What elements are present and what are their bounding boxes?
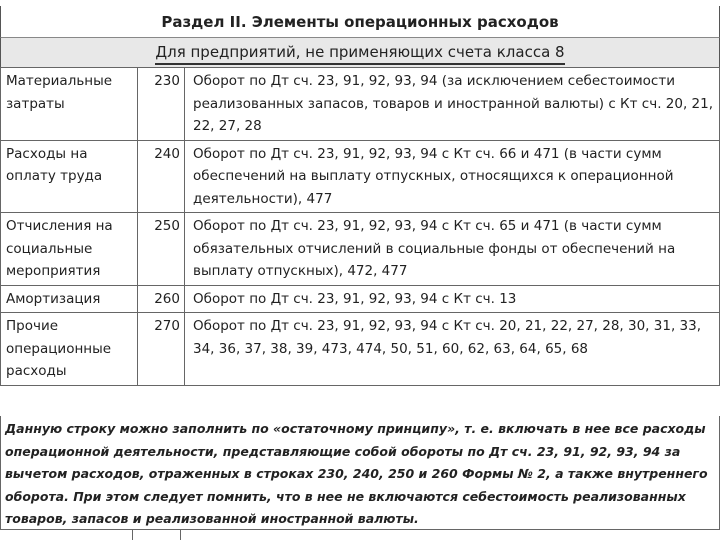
section-title: Раздел II. Элементы операционных расходов — [0, 6, 720, 38]
table-row — [1, 140, 720, 213]
row-code: 260 — [138, 285, 185, 313]
column-divider — [180, 530, 181, 540]
row-description: Оборот по Дт сч. 23, 91, 92, 93, 94 с Кт сч. 13 — [185, 285, 720, 313]
subtitle: Для предприятий, не применяющих счета класса 8 — [155, 41, 564, 65]
row-code: 240 — [138, 140, 185, 213]
table-row — [1, 313, 720, 386]
expenses-table — [0, 67, 720, 386]
table-row — [1, 68, 720, 141]
column-divider — [132, 530, 133, 540]
row-description: Оборот по Дт сч. 23, 91, 92, 93, 94 (за исключением себестоимости реализованных запасов, товаров и иностранной валюты) с Кт сч. 20, 21, 22, 27, 28 — [185, 68, 720, 141]
row-name: Отчисления на социальные мероприятия — [1, 213, 138, 286]
row-description: Оборот по Дт сч. 23, 91, 92, 93, 94 с Кт сч. 20, 21, 22, 27, 28, 30, 31, 33, 34, 36, 37, 38, 39, 473, 474, 50, 51, 60, 62, 63, 64, 65, 68 — [185, 313, 720, 386]
row-name: Расходы на оплату труда — [1, 140, 138, 213]
row-name: Прочие операционные расходы — [1, 313, 138, 386]
cropped-next-row — [0, 530, 720, 540]
row-code: 230 — [138, 68, 185, 141]
top-margin — [0, 0, 720, 4]
table-row — [1, 285, 720, 313]
note-paragraph: Данную строку можно заполнить по «остаточному принципу», т. е. включать в нее все расходы операционной деятельности, представляющие собой обороты по Дт сч. 23, 91, 92, 93, 94 за вычетом расходов, отраженных в строках 230, 240, 250 и 260 Формы № 2, а также внутреннего оборота. При этом следует помнить, что в нее не включаются себестоимость реализованных товаров, запасов и реализованной иностранной валюты. — [0, 416, 720, 530]
row-code: 250 — [138, 213, 185, 286]
table-row — [1, 213, 720, 286]
row-name: Амортизация — [1, 285, 138, 313]
row-description: Оборот по Дт сч. 23, 91, 92, 93, 94 с Кт сч. 66 и 471 (в части сумм обеспечений на выплату отпускных, относящихся к операционной деятельности), 477 — [185, 140, 720, 213]
subtitle-bar — [0, 38, 720, 68]
row-name: Материальные затраты — [1, 68, 138, 141]
row-description: Оборот по Дт сч. 23, 91, 92, 93, 94 с Кт сч. 65 и 471 (в части сумм обязательных отчислений в социальные фонды от обеспечений на выплату отпускных), 472, 477 — [185, 213, 720, 286]
row-code: 270 — [138, 313, 185, 386]
